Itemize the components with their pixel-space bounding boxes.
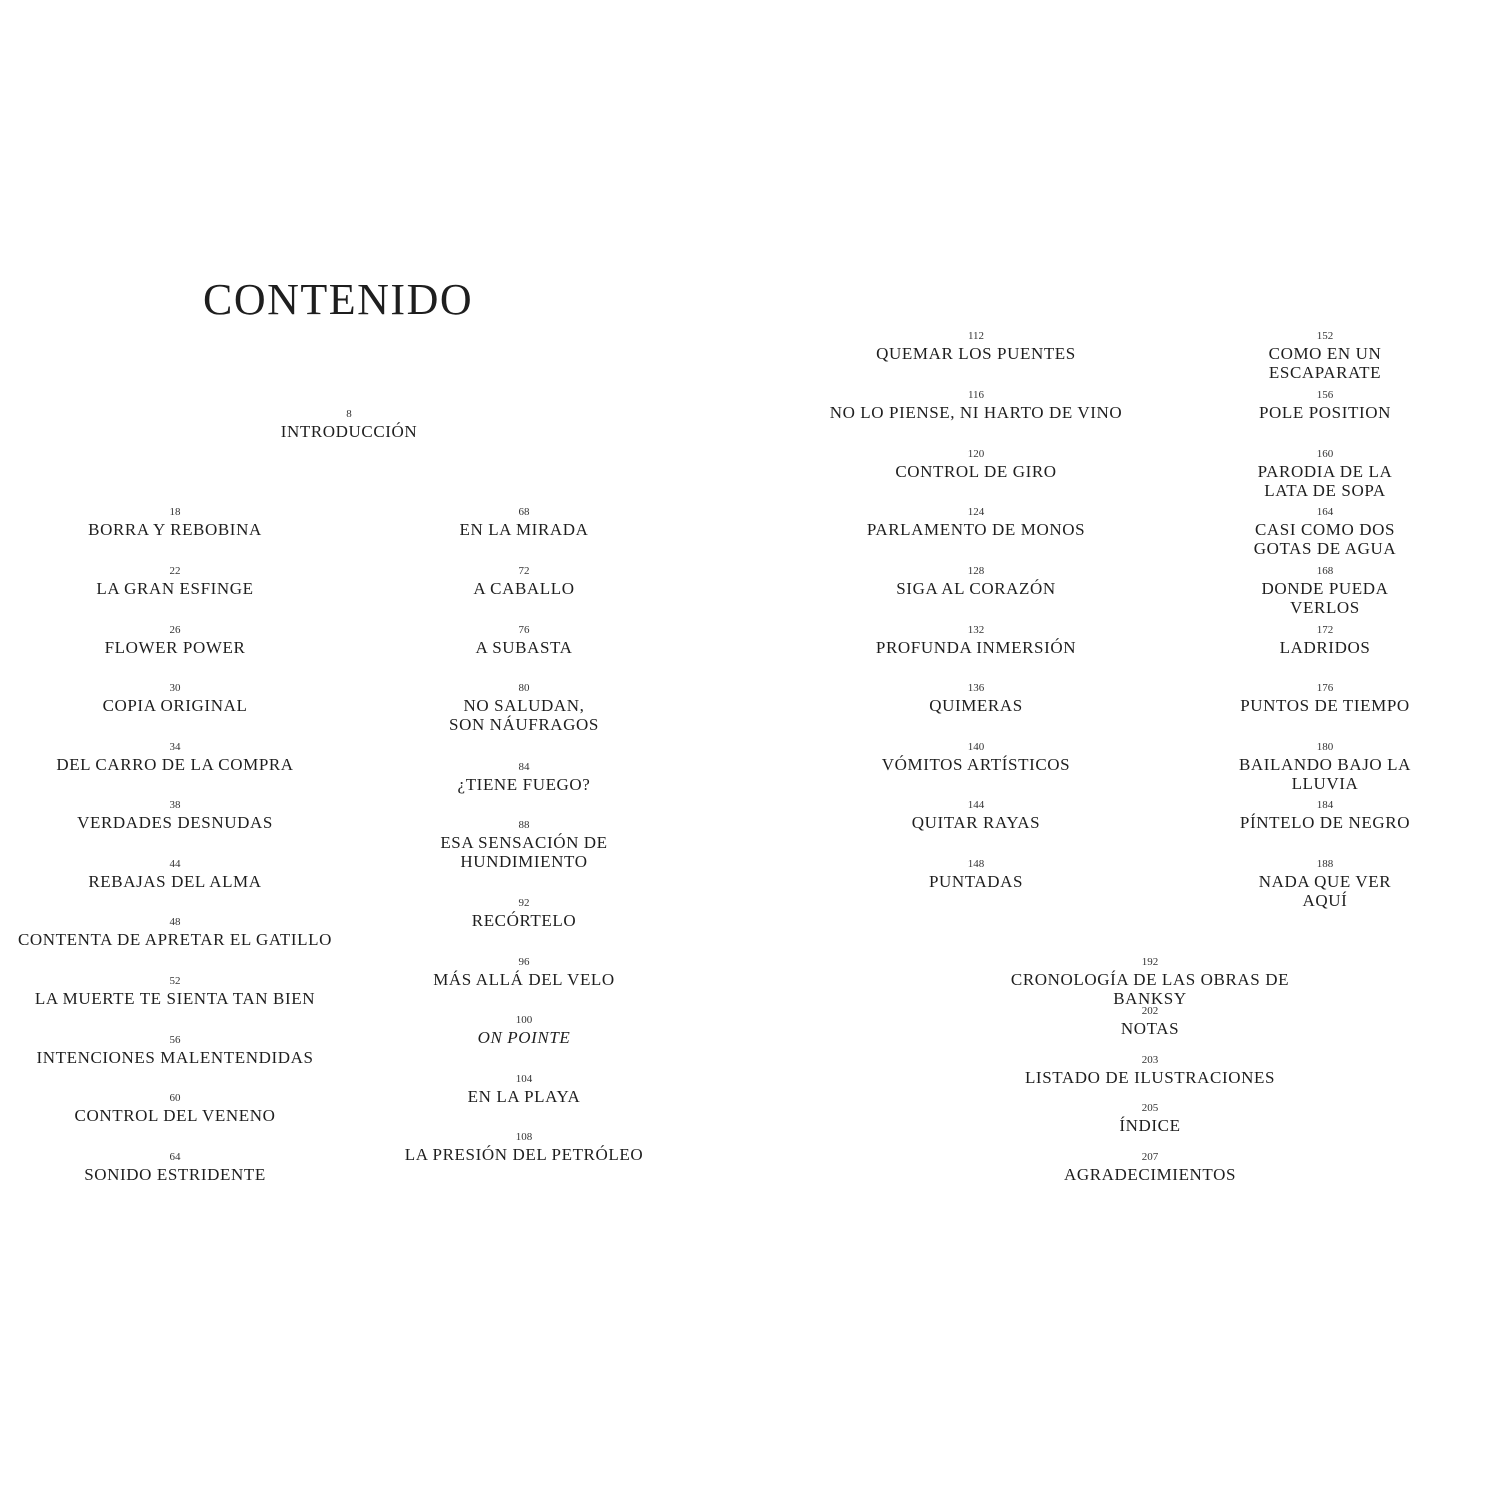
toc-page-number: 140 [967, 741, 985, 753]
toc-page-number: 60 [169, 1092, 181, 1104]
toc-title: ON POINTE [477, 1028, 571, 1047]
toc-title: CASI COMO DOS GOTAS DE AGUA [1253, 520, 1397, 558]
toc-page-number: 156 [1316, 389, 1334, 401]
toc-entry [876, 331, 1076, 363]
toc-page-number: 136 [967, 682, 985, 694]
toc-entry [449, 683, 599, 734]
toc-page-number: 184 [1316, 799, 1334, 811]
toc-title: REBAJAS DEL ALMA [88, 872, 262, 891]
toc-title: NOTAS [1120, 1019, 1180, 1038]
toc-title: LA MUERTE TE SIENTA TAN BIEN [34, 989, 316, 1008]
toc-page-number: 160 [1316, 448, 1334, 460]
toc-title: NO SALUDAN, SON NÁUFRAGOS [449, 696, 599, 734]
toc-page-number: 144 [967, 799, 985, 811]
toc-title: VERDADES DESNUDAS [77, 813, 273, 832]
toc-entry [440, 820, 607, 871]
toc-entry [1238, 449, 1413, 500]
toc-title: SONIDO ESTRIDENTE [84, 1165, 266, 1184]
toc-entry [478, 1015, 571, 1047]
toc-page-number: 203 [1141, 1054, 1159, 1066]
toc-title: POLE POSITION [1259, 403, 1391, 422]
toc-page-number: 172 [1316, 624, 1334, 636]
toc-entry [18, 917, 332, 949]
toc-title: PUNTOS DE TIEMPO [1240, 696, 1410, 715]
toc-page-number: 168 [1316, 565, 1334, 577]
toc-title: PÍNTELO DE NEGRO [1239, 813, 1411, 832]
toc-title: PARODIA DE LA LATA DE SOPA [1257, 462, 1393, 500]
toc-entry [1240, 683, 1410, 715]
toc-title: COMO EN UN ESCAPARATE [1268, 344, 1382, 382]
toc-page-number: 176 [1316, 682, 1334, 694]
toc-entry [830, 390, 1123, 422]
toc-entry [867, 507, 1085, 539]
toc-entry [895, 449, 1056, 481]
toc-page-number: 124 [967, 506, 985, 518]
toc-page-number: 52 [169, 975, 181, 987]
toc-entry [84, 1152, 266, 1184]
toc-title: CONTENTA DE APRETAR EL GATILLO [17, 930, 333, 949]
toc-title: INTENCIONES MALENTENDIDAS [36, 1048, 314, 1067]
toc-page-number: 88 [518, 819, 530, 831]
toc-page-number: 112 [967, 330, 985, 342]
toc-title: QUITAR RAYAS [911, 813, 1041, 832]
toc-title: EN LA PLAYA [467, 1087, 581, 1106]
toc-page-number: 120 [967, 448, 985, 460]
toc-page-number: 64 [169, 1151, 181, 1163]
toc-title: BAILANDO BAJO LA LLUVIA [1238, 755, 1412, 793]
toc-page-number: 48 [169, 916, 181, 928]
toc-page-number: 72 [518, 565, 530, 577]
toc-entry [1240, 800, 1410, 832]
toc-entry [1064, 1152, 1236, 1184]
toc-page-number: 207 [1141, 1151, 1159, 1163]
toc-entry [1121, 1006, 1179, 1038]
toc-page-number: 8 [346, 408, 352, 420]
toc-title: LA PRESIÓN DEL PETRÓLEO [404, 1145, 644, 1164]
toc-entry [912, 800, 1040, 832]
toc-page-number: 18 [169, 506, 181, 518]
toc-title: ¿TIENE FUEGO? [457, 775, 591, 794]
toc-page-number: 30 [169, 682, 181, 694]
toc-page-number: 100 [515, 1014, 533, 1026]
toc-entry [1238, 742, 1413, 793]
toc-title: ESA SENSACIÓN DE HUNDIMIENTO [440, 833, 608, 871]
toc-entry [433, 957, 615, 989]
toc-entry [1025, 1055, 1275, 1087]
toc-page-number: 148 [967, 858, 985, 870]
toc-entry [1238, 859, 1413, 910]
toc-entry [56, 742, 293, 774]
toc-title: A CABALLO [473, 579, 575, 598]
toc-entry [88, 507, 262, 539]
toc-title: LISTADO DE ILUSTRACIONES [1024, 1068, 1276, 1087]
toc-title: COPIA ORIGINAL [102, 696, 248, 715]
toc-page-number: 44 [169, 858, 181, 870]
toc-entry [35, 976, 315, 1008]
toc-title: A SUBASTA [475, 638, 573, 657]
toc-title: DEL CARRO DE LA COMPRA [56, 755, 294, 774]
toc-title: RECÓRTELO [471, 911, 577, 930]
toc-page-number: 38 [169, 799, 181, 811]
toc-entry [975, 957, 1325, 1008]
toc-title: EN LA MIRADA [459, 520, 589, 539]
page-title: CONTENIDO [203, 275, 474, 324]
toc-entry [75, 1093, 276, 1125]
toc-entry [1280, 625, 1371, 657]
toc-entry [1259, 390, 1391, 422]
toc-page-number: 205 [1141, 1102, 1159, 1114]
toc-entry [405, 1132, 643, 1164]
toc-page-number: 116 [967, 389, 985, 401]
toc-title: NO LO PIENSE, NI HARTO DE VINO [829, 403, 1123, 422]
toc-page-number: 34 [169, 741, 181, 753]
toc-page-number: 132 [967, 624, 985, 636]
toc-entry [882, 742, 1070, 774]
toc-page-number: 108 [515, 1131, 533, 1143]
toc-entry [472, 898, 577, 930]
toc-page-number: 164 [1316, 506, 1334, 518]
toc-title: BORRA Y REBOBINA [88, 520, 262, 539]
toc-entry [77, 800, 273, 832]
toc-title: CONTROL DE GIRO [895, 462, 1057, 481]
toc-entry [473, 566, 574, 598]
toc-entry [103, 683, 248, 715]
toc-title: AGRADECIMIENTOS [1063, 1165, 1237, 1184]
toc-entry [459, 507, 588, 539]
toc-title: VÓMITOS ARTÍSTICOS [881, 755, 1071, 774]
toc-title: FLOWER POWER [104, 638, 246, 657]
toc-page-number: 104 [515, 1073, 533, 1085]
toc-title: CRONOLOGÍA DE LAS OBRAS DE BANKSY [1010, 970, 1290, 1008]
toc-page-number: 180 [1316, 741, 1334, 753]
toc-page-number: 96 [518, 956, 530, 968]
toc-title: ÍNDICE [1119, 1116, 1181, 1135]
toc-title: QUIMERAS [929, 696, 1023, 715]
toc-entry [1238, 566, 1413, 617]
toc-page-number: 84 [518, 761, 530, 773]
toc-title: SIGA AL CORAZÓN [896, 579, 1056, 598]
toc-entry [1119, 1103, 1180, 1135]
toc-title: QUEMAR LOS PUENTES [876, 344, 1076, 363]
toc-page-number: 152 [1316, 330, 1334, 342]
toc-page-number: 128 [967, 565, 985, 577]
toc-entry [929, 683, 1023, 715]
toc-page-number: 26 [169, 624, 181, 636]
toc-page-number: 188 [1316, 858, 1334, 870]
toc-page-number: 68 [518, 506, 530, 518]
toc-title: LA GRAN ESFINGE [96, 579, 254, 598]
toc-entry [105, 625, 246, 657]
toc-entry [36, 1035, 313, 1067]
toc-title: INTRODUCCIÓN [280, 422, 418, 441]
toc-entry [475, 625, 572, 657]
toc-page-number: 192 [1141, 956, 1159, 968]
toc-title: PUNTADAS [928, 872, 1024, 891]
toc-title: NADA QUE VER AQUÍ [1258, 872, 1392, 910]
toc-title: MÁS ALLÁ DEL VELO [433, 970, 615, 989]
toc-title: DONDE PUEDA VERLOS [1261, 579, 1389, 617]
toc-page-number: 76 [518, 624, 530, 636]
toc-entry [929, 859, 1023, 891]
toc-title: PROFUNDA INMERSIÓN [875, 638, 1077, 657]
toc-entry [1238, 507, 1413, 558]
toc-entry [458, 762, 591, 794]
toc-title: LADRIDOS [1279, 638, 1371, 657]
toc-entry [896, 566, 1056, 598]
toc-page-number: 92 [518, 897, 530, 909]
toc-page-number: 80 [518, 682, 530, 694]
toc-entry [1238, 331, 1413, 382]
toc-entry [468, 1074, 581, 1106]
toc-page-number: 56 [169, 1034, 181, 1046]
toc-title: CONTROL DEL VENENO [74, 1106, 276, 1125]
toc-entry [281, 409, 418, 441]
toc-page-number: 22 [169, 565, 181, 577]
toc-entry [88, 859, 261, 891]
toc-title: PARLAMENTO DE MONOS [866, 520, 1086, 539]
toc-entry [96, 566, 253, 598]
toc-page-number: 202 [1141, 1005, 1159, 1017]
toc-entry [876, 625, 1076, 657]
